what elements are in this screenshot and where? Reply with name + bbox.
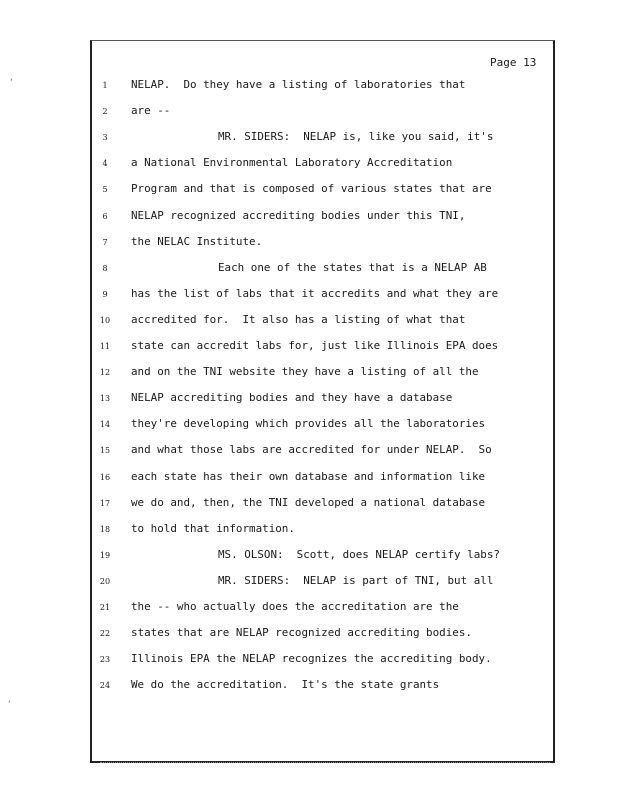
transcript-line <box>0 130 618 146</box>
transcript-line <box>0 261 618 277</box>
transcript-line <box>0 548 618 564</box>
line-text: the NELAC Institute. <box>131 234 263 248</box>
line-text: accredited for. It also has a listing of what that <box>131 312 466 326</box>
line-number: 16 <box>99 472 111 482</box>
transcript-line <box>0 652 618 668</box>
line-number: 1 <box>102 81 108 90</box>
bottom-strip <box>100 762 550 766</box>
line-text: each state has their own database and information like <box>131 469 486 483</box>
line-text: a National Environmental Laboratory Accreditation <box>131 156 453 170</box>
line-text: we do and, then, the TNI developed a national database <box>131 495 486 509</box>
transcript-line <box>0 209 618 225</box>
transcript-line <box>0 600 618 616</box>
line-text: MR. SIDERS: NELAP is, like you said, it's <box>218 130 494 144</box>
line-number: 3 <box>102 133 108 143</box>
line-text: NELAP accrediting bodies and they have a database <box>131 391 453 405</box>
line-number: 18 <box>99 524 111 534</box>
line-number: 23 <box>99 655 111 665</box>
line-text: and on the TNI website they have a listing of all the <box>131 365 479 379</box>
line-text: to hold that information. <box>131 521 295 535</box>
line-number: 7 <box>102 237 108 247</box>
line-number: 2 <box>102 107 108 117</box>
line-number: 15 <box>99 446 111 456</box>
line-text: MS. OLSON: Scott, does NELAP certify labs? <box>218 547 500 561</box>
transcript-line <box>0 417 618 433</box>
transcript-line <box>0 470 618 486</box>
transcript-line <box>0 104 618 120</box>
line-number: 12 <box>99 368 111 378</box>
transcript-line <box>0 287 618 303</box>
line-text: the -- who actually does the accreditation are the <box>131 600 459 613</box>
margin-mark: ‘ <box>8 700 11 710</box>
line-number: 11 <box>99 342 111 351</box>
line-text: and what those labs are accredited for under NELAP. So <box>131 443 492 457</box>
transcript-line <box>0 496 618 512</box>
transcript-line <box>0 182 618 198</box>
line-number: 19 <box>99 550 111 560</box>
transcript-line <box>0 78 618 94</box>
line-number: 20 <box>99 576 111 586</box>
line-number: 22 <box>99 629 111 639</box>
transcript-line <box>0 235 618 251</box>
transcript-line <box>0 365 618 381</box>
margin-mark: ‘ <box>10 78 13 88</box>
line-text: Program and that is composed of various states that are <box>131 182 492 196</box>
transcript-line <box>0 626 618 642</box>
line-text: are -- <box>131 104 171 118</box>
transcript-line <box>0 313 618 329</box>
transcript-line <box>0 156 618 172</box>
line-text: they're developing which provides all the laboratories <box>131 417 486 431</box>
line-text: state can accredit labs for, just like Illinois EPA does <box>131 339 499 352</box>
page-number: Page 13 <box>490 56 537 69</box>
line-number: 10 <box>99 315 111 325</box>
line-number: 24 <box>99 681 111 691</box>
transcript-line <box>0 339 618 355</box>
line-number: 14 <box>99 420 111 430</box>
line-number: 5 <box>102 185 108 195</box>
transcript-line <box>0 678 618 694</box>
line-text: NELAP recognized accrediting bodies under this TNI, <box>131 208 466 222</box>
line-number: 8 <box>102 263 108 273</box>
line-text: Each one of the states that is a NELAP AB <box>218 260 487 274</box>
transcript-line <box>0 391 618 407</box>
line-text: has the list of labs that it accredits and what they are <box>131 286 499 300</box>
line-number: 17 <box>99 498 111 508</box>
line-text: states that are NELAP recognized accrediting bodies. <box>131 626 472 640</box>
line-number: 9 <box>102 289 108 299</box>
transcript-line <box>0 574 618 590</box>
line-text: MR. SIDERS: NELAP is part of TNI, but all <box>218 573 494 587</box>
line-number: 4 <box>102 159 108 169</box>
line-number: 6 <box>102 211 108 221</box>
transcript-line <box>0 522 618 538</box>
line-text: NELAP. Do they have a listing of laboratories that <box>131 78 466 91</box>
line-number: 13 <box>99 394 111 404</box>
line-text: Illinois EPA the NELAP recognizes the accrediting body. <box>131 652 492 666</box>
transcript-line <box>0 443 618 459</box>
line-number: 21 <box>99 603 111 612</box>
line-text: We do the accreditation. It's the state grants <box>131 678 440 692</box>
